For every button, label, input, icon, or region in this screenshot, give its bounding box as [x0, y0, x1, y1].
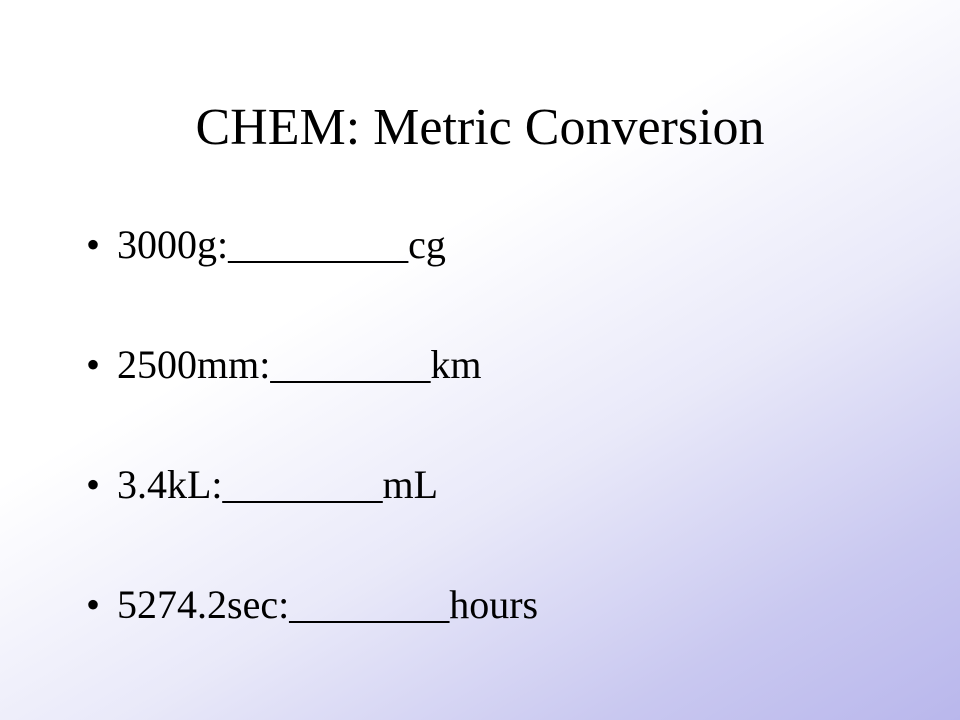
- slide-title: CHEM: Metric Conversion: [195, 99, 765, 156]
- bullet-text: 3.4kL:________mL: [117, 462, 439, 507]
- bullet-text: 3000g:_________cg: [117, 222, 446, 267]
- bullet-text: 2500mm:________km: [117, 342, 482, 387]
- bullet-point-icon: •: [86, 222, 101, 267]
- bullet-point-icon: •: [86, 462, 101, 507]
- bullet-text: 5274.2sec:________hours: [117, 582, 539, 627]
- bullet-point-icon: •: [86, 342, 101, 387]
- bullet-point-icon: •: [86, 582, 101, 627]
